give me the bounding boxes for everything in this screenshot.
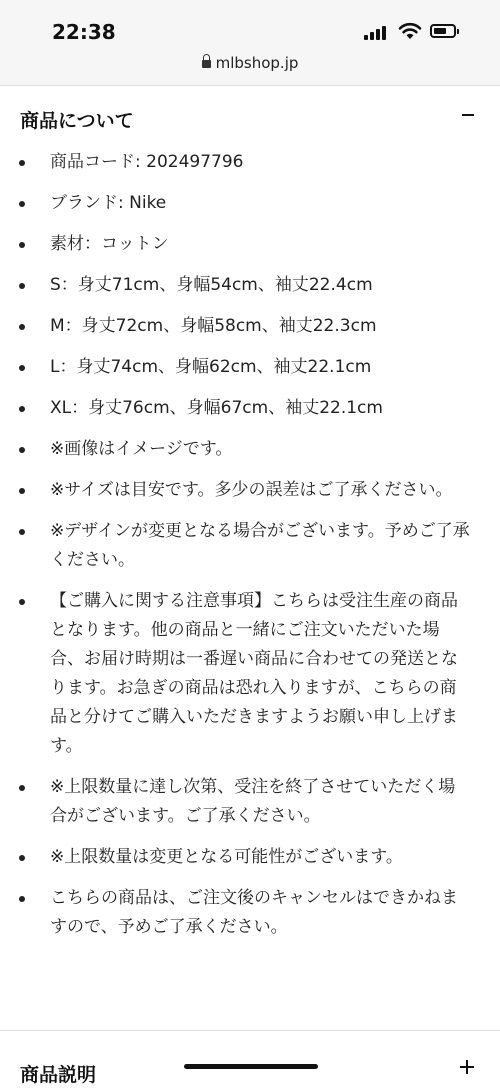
status-bar: [0, 0, 500, 86]
home-indicator[interactable]: [184, 1064, 318, 1069]
battery-icon: [430, 24, 456, 38]
list-item: [0, 773, 500, 831]
bullet-icon: [19, 529, 25, 535]
signal-icon: [364, 24, 390, 40]
bullet-icon: [19, 785, 25, 791]
bullet-icon: [19, 283, 25, 289]
bullet-icon: [19, 201, 25, 207]
product-info-header[interactable]: [20, 106, 480, 136]
list-item: [0, 843, 500, 872]
lock-icon: [202, 60, 211, 68]
expand-icon[interactable]: [460, 1060, 474, 1074]
list-item-text: ※デザインが変更となる場合がございます。予めご了承ください。: [50, 521, 470, 570]
bullet-icon: [19, 855, 25, 861]
section-title: 商品について: [20, 110, 134, 132]
bullet-icon: [19, 406, 25, 412]
list-item: [0, 230, 500, 259]
divider: [0, 1030, 500, 1031]
address-bar[interactable]: [0, 54, 500, 72]
bullet-icon: [19, 896, 25, 902]
list-item-text: 素材：コットン: [50, 234, 169, 254]
bullet-icon: [19, 599, 25, 605]
list-item: [0, 353, 500, 382]
list-item-text: ※上限数量は変更となる可能性がございます。: [50, 847, 403, 867]
list-item: [0, 271, 500, 300]
list-item: [0, 884, 500, 942]
bullet-icon: [19, 324, 25, 330]
section-title: 商品説明: [20, 1064, 97, 1086]
bullet-icon: [19, 242, 25, 248]
list-item-text: 商品コード: 202497796: [50, 152, 244, 172]
url-text: mlbshop.jp: [215, 54, 299, 72]
bullet-icon: [19, 160, 25, 166]
list-item-text: M：身丈72cm、身幅58cm、袖丈22.3cm: [50, 316, 377, 336]
list-item: [0, 435, 500, 464]
wifi-icon: [398, 22, 422, 40]
list-item: [0, 476, 500, 505]
collapse-icon[interactable]: [462, 114, 474, 116]
list-item-text: ※画像はイメージです。: [50, 439, 233, 459]
list-item-text: S：身丈71cm、身幅54cm、袖丈22.4cm: [50, 275, 373, 295]
list-item: [0, 312, 500, 341]
status-time: 22:38: [52, 20, 116, 44]
bullet-icon: [19, 447, 25, 453]
bullet-icon: [19, 365, 25, 371]
list-item: [0, 517, 500, 575]
list-item-text: 【ご購入に関する注意事項】こちらは受注生産の商品となります。他の商品と一緒にご注文いただいた場合、お届け時期は一番遅い商品に合わせての発送となります。お急ぎの商品は恐れ入りますが、こちらの商品と分けてご購入いただきますようお願い申し上げます。: [50, 591, 458, 756]
list-item-text: L：身丈74cm、身幅62cm、袖丈22.1cm: [50, 357, 372, 377]
product-spec-list: [0, 148, 500, 954]
list-item-text: ブランド: Nike: [50, 193, 167, 213]
list-item: [0, 189, 500, 218]
list-item-text: こちらの商品は、ご注文後のキャンセルはできかねますので、予めご了承ください。: [50, 888, 458, 937]
list-item-text: ※上限数量に達し次第、受注を終了させていただく場合がございます。ご了承ください。: [50, 777, 456, 826]
list-item: [0, 394, 500, 423]
list-item-text: XL：身丈76cm、身幅67cm、袖丈22.1cm: [50, 398, 383, 418]
list-item-text: ※サイズは目安です。多少の誤差はご了承ください。: [50, 480, 453, 500]
list-item: [0, 587, 500, 761]
bullet-icon: [19, 488, 25, 494]
list-item: [0, 148, 500, 177]
